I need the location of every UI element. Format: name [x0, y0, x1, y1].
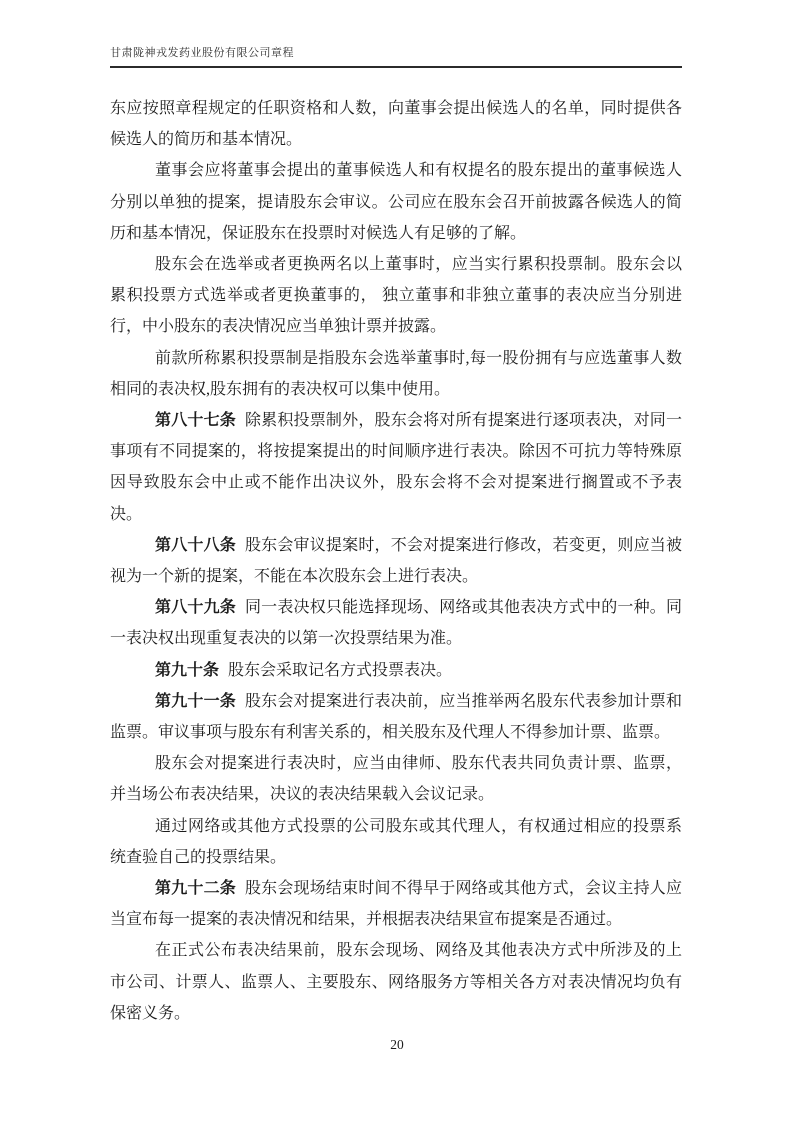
paragraph	[110, 655, 682, 686]
paragraph	[110, 873, 682, 935]
paragraph-text: 除累积投票制外，股东会将对所有提案进行逐项表决，对同一事项有不同提案的，将按提案提出的时间顺序进行表决。除因不可抗力等特殊原因导致股东会中止或不能作出决议外，股东会将不会对提案进行搁置或不予表决。	[110, 412, 682, 523]
page-number: 20	[390, 1037, 404, 1052]
article-number: 第九十条	[155, 661, 220, 679]
paragraph-text: 股东会在选举或者更换两名以上董事时，应当实行累积投票制。股东会以累积投票方式选举或者更换董事的， 独立董事和非独立董事的表决应当分别进行，中小股东的表决情况应当单独计票并披露。	[110, 256, 682, 336]
header-title: 甘肃陇神戎发药业股份有限公司章程	[110, 47, 294, 59]
paragraph	[110, 343, 682, 405]
paragraph-text: 通过网络或其他方式投票的公司股东或其代理人，有权通过相应的投票系统查验自己的投票结果。	[110, 817, 682, 866]
paragraph	[110, 405, 682, 530]
paragraph-text: 股东会采取记名方式投票表决。	[228, 661, 453, 679]
paragraph	[110, 748, 682, 810]
paragraph-text: 股东会审议提案时，不会对提案进行修改，若变更，则应当被视为一个新的提案，不能在本次股东会上进行表决。	[110, 536, 682, 586]
paragraph	[110, 935, 682, 1029]
page-footer	[0, 1036, 794, 1054]
article-number: 第九十一条	[155, 692, 236, 710]
page-header	[110, 46, 682, 68]
paragraph	[110, 93, 682, 155]
document-body	[110, 93, 682, 1029]
paragraph	[110, 811, 682, 873]
paragraph-text: 股东会对提案进行表决时，应当由律师、股东代表共同负责计票、监票，并当场公布表决结果，决议的表决结果载入会议记录。	[110, 755, 682, 804]
paragraph	[110, 249, 682, 343]
paragraph-text: 同一表决权只能选择现场、网络或其他表决方式中的一种。同一表决权出现重复表决的以第一次投票结果为准。	[110, 599, 682, 648]
article-number: 第八十九条	[155, 599, 236, 617]
article-number: 第八十七条	[155, 412, 236, 430]
paragraph	[110, 155, 682, 249]
paragraph-text: 股东会现场结束时间不得早于网络或其他方式，会议主持人应当宣布每一提案的表决情况和结果，并根据表决结果宣布提案是否通过。	[110, 880, 682, 929]
paragraph	[110, 686, 682, 748]
paragraph	[110, 530, 682, 592]
article-number: 第九十二条	[155, 880, 236, 898]
paragraph-text: 股东会对提案进行表决前，应当推举两名股东代表参加计票和监票。审议事项与股东有利害关系的，相关股东及代理人不得参加计票、监票。	[110, 692, 682, 742]
paragraph	[110, 592, 682, 654]
paragraph-text: 董事会应将董事会提出的董事候选人和有权提名的股东提出的董事候选人分别以单独的提案，提请股东会审议。公司应在股东会召开前披露各候选人的简历和基本情况，保证股东在投票时对候选人有足够的了解。	[110, 162, 682, 242]
paragraph-text: 在正式公布表决结果前，股东会现场、网络及其他表决方式中所涉及的上市公司、计票人、监票人、主要股东、网络服务方等相关各方对表决情况均负有保密义务。	[110, 942, 682, 1022]
paragraph-text: 前款所称累积投票制是指股东会选举董事时,每一股份拥有与应选董事人数相同的表决权,股东拥有的表决权可以集中使用。	[110, 349, 682, 398]
paragraph-text: 东应按照章程规定的任职资格和人数，向董事会提出候选人的名单，同时提供各候选人的简历和基本情况。	[110, 100, 682, 149]
article-number: 第八十八条	[155, 536, 236, 554]
